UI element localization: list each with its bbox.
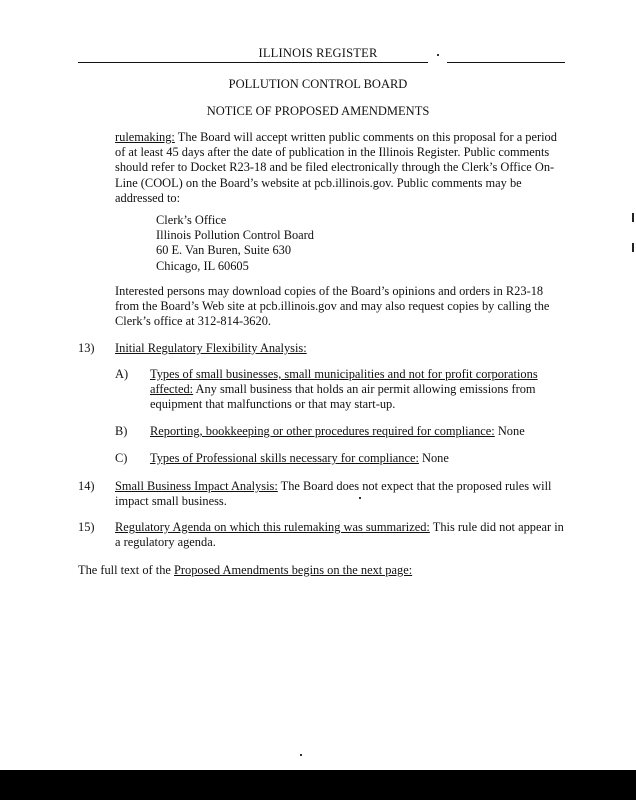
item-b-label: B) [115,424,128,438]
item-c-text: Types of Professional skills necessary for compliance: None [150,451,449,465]
comments-paragraph [115,130,565,206]
item-c-label: C) [115,451,128,465]
address-line: Illinois Pollution Control Board [156,228,314,243]
scan-speck [300,754,302,756]
section-13-title: Initial Regulatory Flexibility Analysis: [115,341,307,355]
scan-edge-mark [632,213,634,222]
section-15-number: 15) [78,520,95,534]
agency-name: POLLUTION CONTROL BOARD [228,77,408,91]
section-13-number: 13) [78,341,95,355]
section-15-heading: Regulatory Agenda on which this rulemaking was summarized: [115,520,430,534]
comments-text: The Board will accept written public comments on this proposal for a period of at least 45 days after the date of publication in the Illinois Register. Public comments should refer to Docket R23-18 and be filed electronically through the Clerk’s Office On-Line (COOL) on the Board’s website at pcb.illinois.gov. Public comments may be addressed to: [115,130,557,205]
scan-edge-mark [632,243,634,252]
item-a-heading: Types of small businesses, small municipalities and not for profit corporations affected: [150,367,538,397]
scan-bottom-border [0,770,636,800]
scan-speck [359,497,361,499]
header-rule-left [78,62,428,63]
item-c-heading: Types of Professional skills necessary for compliance: [150,451,419,465]
address-line: 60 E. Van Buren, Suite 630 [156,243,292,258]
register-title: ILLINOIS REGISTER [258,46,378,60]
address-line: Chicago, IL 60605 [156,258,249,273]
final-link-text: Proposed Amendments begins on the next page: [174,563,413,577]
section-15-text: Regulatory Agenda on which this rulemaking was summarized: This rule did not appear in a regulatory agenda. [115,520,564,550]
header-rule-right [447,62,565,63]
final-line: The full text of the Proposed Amendments begins on the next page: [78,563,413,577]
notice-title: NOTICE OF PROPOSED AMENDMENTS [206,104,430,118]
scan-speck [437,54,439,56]
item-b-heading: Reporting, bookkeeping or other procedures required for compliance: [150,424,495,438]
item-a-text: Types of small businesses, small municipalities and not for profit corporations affected: Any small business that holds an air permit allowing emissions from equipment that malfunctions or that may start-up. [150,367,538,412]
item-b-text: Reporting, bookkeeping or other procedures required for compliance: None [150,424,525,438]
item-a-label: A) [115,367,129,381]
section-14-text: Small Business Impact Analysis: The Board does not expect that the proposed rules will impact small business. [115,479,552,509]
address-line: Clerk’s Office [156,213,227,227]
section-14-number: 14) [78,479,95,493]
section-14-heading: Small Business Impact Analysis: [115,479,278,493]
comments-lead: rulemaking: [115,130,175,144]
mailing-address [156,213,314,274]
download-paragraph: Interested persons may download copies of the Board’s opinions and orders in R23-18 from the Board’s Web site at pcb.illinois.gov and may also request copies by calling the Clerk’s office at 312-814-3620. [115,284,550,329]
